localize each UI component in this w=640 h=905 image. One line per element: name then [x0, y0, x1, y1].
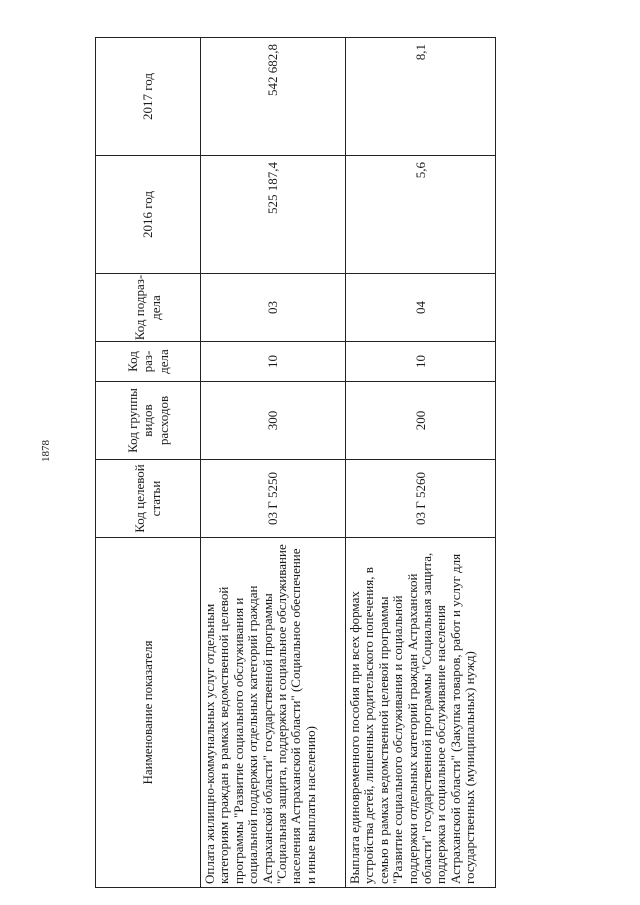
row-2-section-code: 10 [346, 342, 496, 382]
header-expense-group-code: Код группы видов расходов [96, 382, 201, 460]
row-2-year-2017: 8,1 [346, 38, 496, 156]
header-year-2017: 2017 год [96, 38, 201, 156]
row-1-name: Оплата жилищно-коммунальных услуг отдельным категориям граждан в рамках ведомственной целевой программы "Развитие социального обслуживания и социальной поддержки отдельных категорий граждан Астраханской области" государственной программы "Социальная защита, поддержка и социальное обслуживание населения Астраханской области" (Социальное обеспечение и иные выплаты населению) [201, 538, 346, 888]
row-1-section-code: 10 [201, 342, 346, 382]
budget-table [95, 37, 496, 888]
row-2-target-code: 03 Г 5260 [346, 460, 496, 538]
row-1-year-2017: 542 682,8 [201, 38, 346, 156]
header-row [96, 38, 201, 888]
header-subsection-code: Код подраз- дела [96, 274, 201, 342]
table-landscape [95, 38, 495, 888]
row-1-expense-group-code: 300 [201, 382, 346, 460]
table-row [346, 38, 496, 888]
table-row [201, 38, 346, 888]
page-number: 1878 [40, 440, 52, 462]
row-2-name: Выплата единовременного пособия при всех формах устройства детей, лишенных родительского попечения, в семью в рамках ведомственной целевой программы "Развитие социального обслуживания и социальной поддержки отдельных категорий граждан Астраханской области" государственной программы "Социальная защита, поддержка и социальное обслуживание населения Астраханской области" (Закупка товаров, работ и услуг для государственных (муниципальных) нужд) [346, 538, 496, 888]
row-2-year-2016: 5,6 [346, 156, 496, 274]
header-target-code: Код целевой статьи [96, 460, 201, 538]
rotated-table-area [95, 38, 495, 888]
header-section-code: Код раз- дела [96, 342, 201, 382]
header-name: Наименование показателя [96, 538, 201, 888]
header-year-2016: 2016 год [96, 156, 201, 274]
row-2-expense-group-code: 200 [346, 382, 496, 460]
row-1-target-code: 03 Г 5250 [201, 460, 346, 538]
row-1-subsection-code: 03 [201, 274, 346, 342]
row-2-subsection-code: 04 [346, 274, 496, 342]
row-1-year-2016: 525 187,4 [201, 156, 346, 274]
